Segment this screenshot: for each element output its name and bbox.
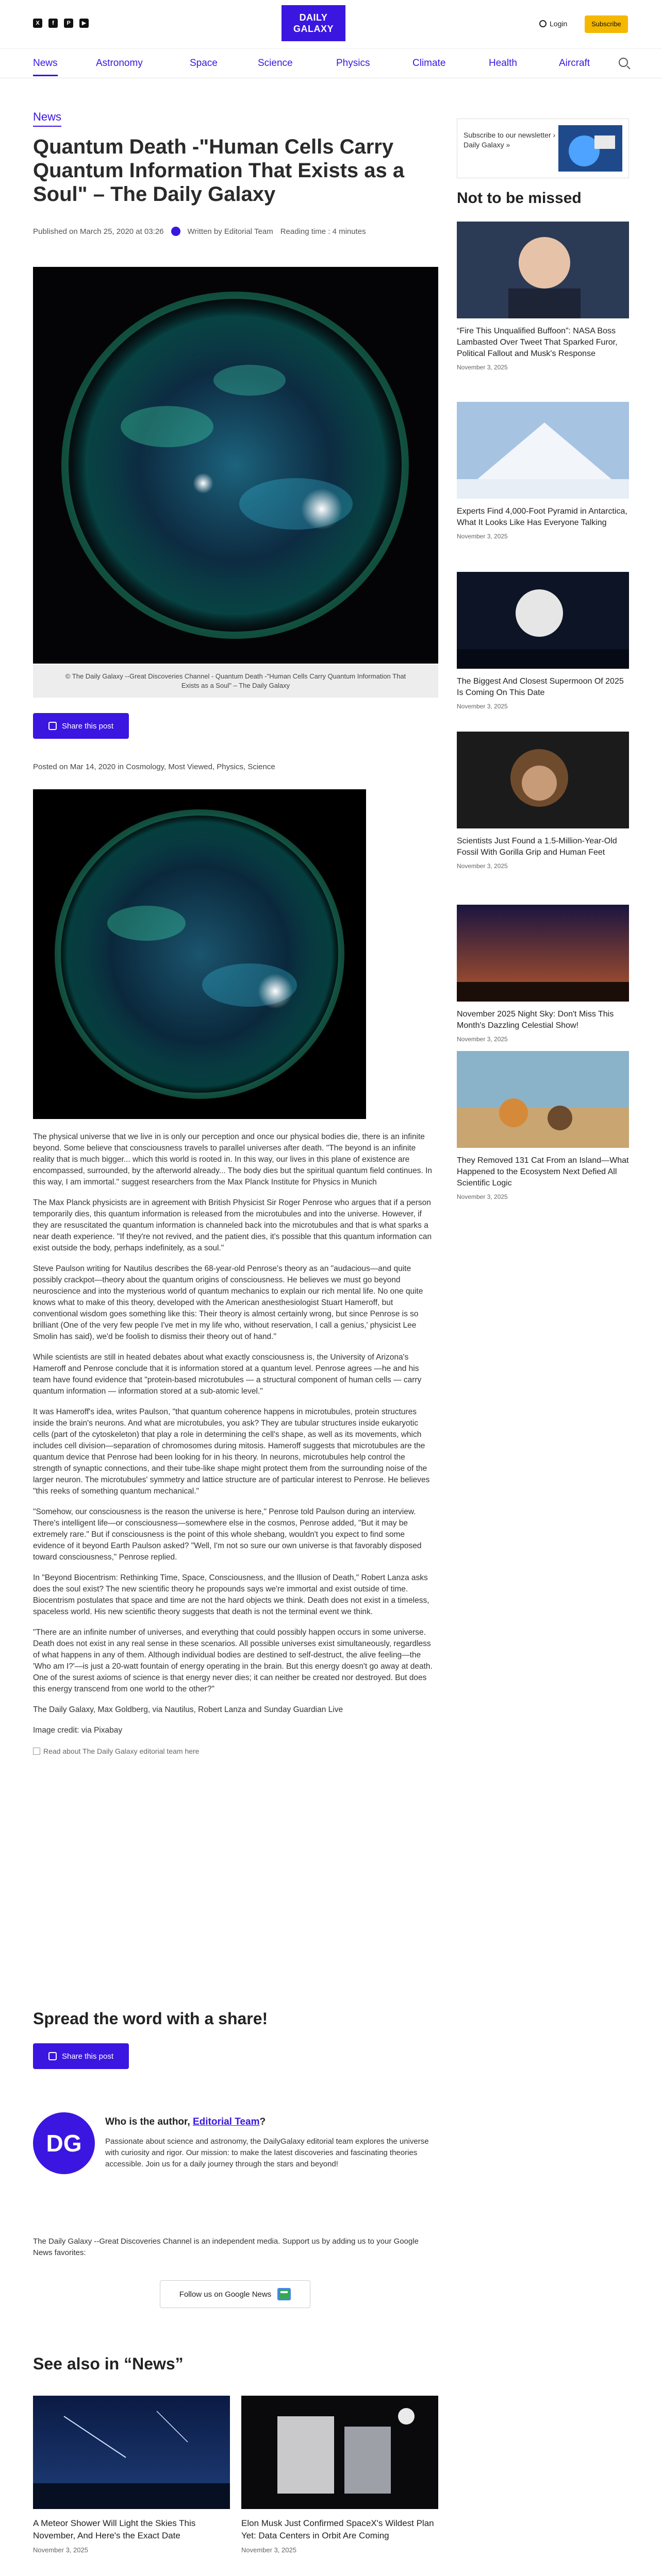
card-date: November 3, 2025 <box>241 2546 296 2554</box>
sidebar-thumbnail <box>457 572 629 669</box>
sidebar-card-date: November 3, 2025 <box>457 1036 508 1043</box>
sidebar-heading: Not to be missed <box>457 190 582 207</box>
nav-item-physics[interactable]: Physics <box>336 58 370 69</box>
share-post-button-bottom[interactable] <box>33 2043 129 2069</box>
paragraph: While scientists are still in heated debates about what exactly consciousness is, the University of Arizona's Hameroff and Penrose conclude that it is information stored at a quantum level. Penrose agrees —he and his team have found evidence that "protein-based microtubules — a structural component of human cells — carry quantum information — information stored at a sub-atomic level." <box>33 1353 422 1396</box>
x-icon[interactable]: X <box>33 19 42 28</box>
sidebar-card[interactable] <box>457 402 629 540</box>
google-news-icon <box>277 2288 291 2300</box>
nav-item-space[interactable]: Space <box>190 58 218 69</box>
independent-media-note: The Daily Galaxy --Great Discoveries Channel is an independent media. Support us by adding us to your Google News favorites: <box>33 2237 419 2257</box>
promo-image <box>558 125 622 172</box>
spread-heading: Spread the word with a share! <box>33 2009 268 2028</box>
share-post-button[interactable] <box>33 713 129 739</box>
paragraph: "There are an infinite number of universes, and everything that could possibly happen occurs in some universe. Death does not exist in any real sense in these scenarios. All possible universes exist simultaneously, regardless of what happens in any of them. Although individual bodies are destined to self-destruct, the alive feeling—the 'Who am I?'—is just a 20-watt fountain of energy operating in the brain. But this energy doesn't go away at death. One of the surest axioms of science is that energy never dies; it can neither be created nor destroyed. But does this energy transcend from one world to the other?" <box>33 1628 433 1693</box>
sidebar-thumbnail <box>457 1051 629 1148</box>
sidebar-card[interactable] <box>457 905 629 1043</box>
sidebar-card[interactable] <box>457 572 629 710</box>
sidebar-thumbnail <box>457 402 629 499</box>
reading-time: Reading time : 4 minutes <box>280 227 366 236</box>
see-also-card[interactable] <box>33 2396 230 2554</box>
nav-item-climate[interactable]: Climate <box>412 58 446 69</box>
share-label: Share this post <box>61 721 114 731</box>
see-also-card[interactable] <box>241 2396 438 2554</box>
paragraph: In "Beyond Biocentrism: Rethinking Time, Space, Consciousness, and the Illusion of Death," Robert Lanza asks does the soul exist? The new scientific theory he propounds says we're immortal and exist outside of time. Biocentrism postulates that space and time are not the hard objects we think. Death does not exist in a timeless, spaceless world. His new scientific theory suggests that death is not the terminal event we think. <box>33 1573 429 1616</box>
sidebar-card-date: November 3, 2025 <box>457 533 508 540</box>
author-question-text: Who is the author, <box>105 2116 190 2127</box>
sidebar-card[interactable] <box>457 222 629 371</box>
sidebar-card-title[interactable]: They Removed 131 Cat From an Island—What Happened to the Ecosystem Next Defied All Scientific Logic <box>457 1156 629 1188</box>
sidebar-card-title[interactable]: Scientists Just Found a 1.5-Million-Year-Old Fossil With Gorilla Grip and Human Feet <box>457 837 617 857</box>
hero-image <box>33 267 438 664</box>
sidebar-card[interactable] <box>457 732 629 870</box>
author-question <box>105 2116 266 2128</box>
social-links <box>33 19 89 28</box>
site-logo[interactable] <box>282 5 345 41</box>
main-nav <box>0 49 662 78</box>
login-label: Login <box>550 20 568 28</box>
hero-caption: © The Daily Galaxy --Great Discoveries Channel - Quantum Death -"Human Cells Carry Quantum Information That Exists as a Soul" – The Daily Galaxy <box>33 665 438 698</box>
card-title[interactable]: A Meteor Shower Will Light the Skies This November, And Here's the Exact Date <box>33 2518 196 2540</box>
user-icon <box>539 20 547 27</box>
paragraph: "Somehow, our consciousness is the reason the universe is here," Penrose told Paulson during an interview. There's intelligent life—or consciousness—somewhere else in the cosmos, Penrose added, "But it may be extremely rare." But if consciousness is the point of this whole shebang, wouldn't you expect to find some evidence of it beyond Earth Paulson asked? "Well, I'm not so sure our own universe is that favorably disposed toward consciousness," Penrose replied. <box>33 1507 422 1562</box>
google-news-follow-button[interactable] <box>160 2280 310 2308</box>
facebook-icon[interactable]: f <box>48 19 58 28</box>
logo-line-1: DAILY <box>299 12 328 23</box>
nav-item-aircraft[interactable]: Aircraft <box>559 58 590 69</box>
subscribe-button[interactable]: Subscribe <box>585 15 628 33</box>
posted-info: Posted on Mar 14, 2020 in Cosmology, Most Viewed, Physics, Science <box>33 762 275 771</box>
author-mini-avatar <box>171 227 180 236</box>
share-icon <box>48 2052 57 2060</box>
article-body <box>33 1131 436 1766</box>
sidebar-thumbnail <box>457 222 629 318</box>
card-title[interactable]: Elon Musk Just Confirmed SpaceX's Wildest Plan Yet: Data Centers in Orbit Are Coming <box>241 2518 434 2540</box>
article-title: Quantum Death -"Human Cells Carry Quantum Information That Exists as a Soul" – The Daily Galaxy <box>33 135 405 206</box>
published-date: Published on March 25, 2020 at 03:26 <box>33 227 164 236</box>
search-icon[interactable] <box>619 58 628 67</box>
author-box <box>33 2112 438 2210</box>
sidebar-card-title[interactable]: Experts Find 4,000-Foot Pyramid in Antarctica, What It Looks Like Has Everyone Talking <box>457 507 627 527</box>
card-thumbnail <box>241 2396 438 2509</box>
sidebar-card-title[interactable]: “Fire This Unqualified Buffoon”: NASA Boss Lambasted Over Tweet That Sparked Furor, Political Fallout and Musk's Response <box>457 327 618 358</box>
author-description: Passionate about science and astronomy, the DailyGalaxy editorial team explores the universe with curiosity and rigor. Our mission: to make the latest discoveries and fascinating theories accessible. Join us for a daily journey through the stars and beyond! <box>105 2137 429 2168</box>
broken-image-icon <box>33 1748 40 1755</box>
sidebar-card-date: November 3, 2025 <box>457 364 508 371</box>
editorial-team-image-link[interactable] <box>33 1745 436 1757</box>
nav-item-news[interactable]: News <box>33 58 58 76</box>
login-link[interactable] <box>539 20 567 28</box>
sidebar-thumbnail <box>457 732 629 828</box>
paragraph: The physical universe that we live in is only our perception and once our physical bodies die, there is an infinite beyond. Some believe that consciousness travels to parallel universes after death. "The beyond is an infinite reality that is much bigger... which this world is rooted in. In this way, our lives in this plane of existence are encompassed, surrounded, by the afterworld already... The body dies but the spiritual quantum field continues. In this way, I am immortal." suggest researchers from the Max Planck Institute for Physics in Munich <box>33 1132 433 1187</box>
pinterest-icon[interactable]: P <box>64 19 73 28</box>
nav-item-science[interactable]: Science <box>258 58 293 69</box>
sidebar-card[interactable] <box>457 1051 629 1200</box>
sidebar-card-title[interactable]: November 2025 Night Sky: Don't Miss This Month's Dazzling Celestial Show! <box>457 1010 614 1030</box>
author-avatar[interactable]: DG <box>33 2112 95 2174</box>
editorial-team-image-alt: Read about The Daily Galaxy editorial team here <box>43 1747 200 1755</box>
promo-text: Subscribe to our newsletter › Daily Galaxy » <box>464 131 556 149</box>
paragraph: Image credit: via Pixabay <box>33 1726 123 1735</box>
youtube-icon[interactable]: ▶ <box>79 19 89 28</box>
see-also-heading: See also in “News” <box>33 2354 184 2373</box>
nav-item-astronomy[interactable]: Astronomy <box>96 58 143 69</box>
sidebar-card-date: November 3, 2025 <box>457 1193 508 1200</box>
logo-line-2: GALAXY <box>293 24 334 34</box>
gnews-label: Follow us on Google News <box>179 2290 272 2299</box>
article-meta <box>33 227 366 236</box>
share-label: Share this post <box>61 2052 114 2061</box>
paragraph: It was Hameroff's idea, writes Paulson, "that quantum coherence happens in microtubules, protein structures inside the brain's neurons. And what are microtubules, you ask? They are tubular structures inside eukaryotic cells (part of the cytoskeleton) that play a role in determining the cell's shape, as well as its movements, which includes cell division—separation of chromosomes during mitosis. Hameroff suggests that microtubules are the quantum device that Penrose had been looking for in his theory. In neurons, microtubules help control the strength of synaptic connections, and their tube-like shape might protect them from the surrounding noise of the larger neuron. The microtubules' symmetry and lattice structure are of particular interest to Penrose. He believes "this reeks of something quantum mechanical." <box>33 1408 430 1496</box>
card-thumbnail <box>33 2396 230 2509</box>
author-link[interactable]: Editorial Team <box>192 2116 260 2127</box>
article-inline-image <box>33 789 366 1119</box>
sidebar-card-date: November 3, 2025 <box>457 862 508 870</box>
sidebar-thumbnail <box>457 905 629 1002</box>
author-question-mark: ? <box>259 2116 266 2127</box>
article-author[interactable]: Written by Editorial Team <box>187 227 273 236</box>
sidebar-card-title[interactable]: The Biggest And Closest Supermoon Of 2025 Is Coming On This Date <box>457 677 624 697</box>
sidebar-card-date: November 3, 2025 <box>457 703 508 710</box>
card-date: November 3, 2025 <box>33 2546 88 2554</box>
paragraph: The Daily Galaxy, Max Goldberg, via Nautilus, Robert Lanza and Sunday Guardian Live <box>33 1705 343 1714</box>
top-header <box>0 0 662 49</box>
article-category[interactable]: News <box>33 110 61 127</box>
nav-item-health[interactable]: Health <box>489 58 517 69</box>
share-icon <box>48 722 57 730</box>
newsletter-promo[interactable] <box>457 118 629 178</box>
paragraph: Steve Paulson writing for Nautilus describes the 68-year-old Penrose's theory as an "audacious—and quite possibly crackpot—theory about the quantum origins of consciousness. He believes we must go beyond neuroscience and into the mysterious world of quantum mechanics to explain our rich mental life. No one quite knows what to make of this theory, developed with the American anesthesiologist Stuart Hameroff, but conventional wisdom goes something like this: Their theory is almost certainly wrong, but since Penrose is so brilliant (One of the very few people I've met in my life who, without reservation, I call a genius,' physicist Lee Smolin has said), we'd be foolish to dismiss their theory out of hand." <box>33 1264 423 1341</box>
paragraph: The Max Planck physicists are in agreement with British Physicist Sir Roger Penrose who argues that if a person temporarily dies, this quantum information is released from the microtubules and into the universe. However, if they are resuscitated the quantum information is channeled back into the microtubules and that is what sparks a near death experience. "If they're not revived, and the patient dies, it's possible that this quantum information can exist outside the body, perhaps indefinitely, as a soul." <box>33 1198 432 1252</box>
